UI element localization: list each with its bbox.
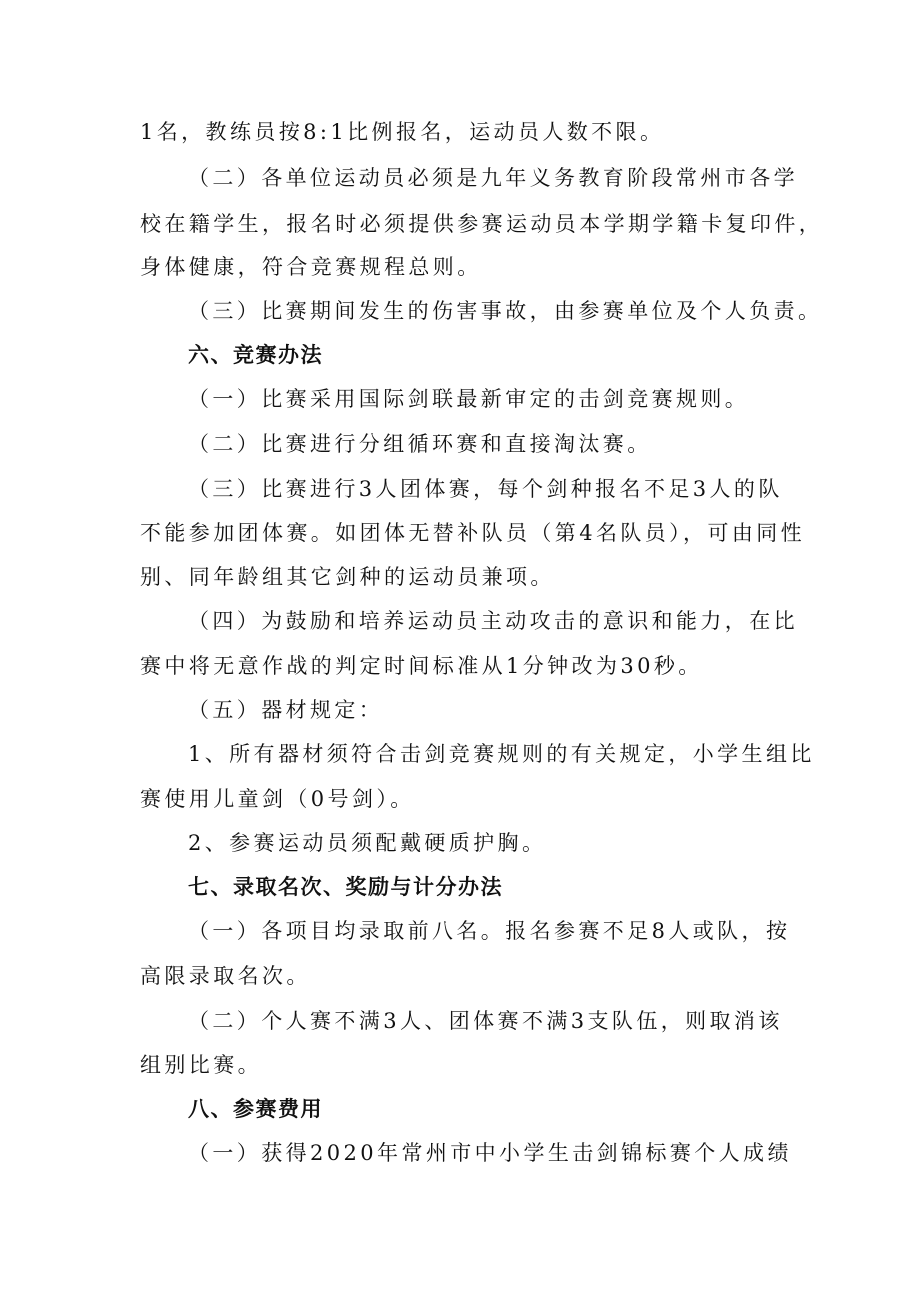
section-heading: 六、竞赛办法	[188, 343, 323, 367]
paragraph-line: 别、同年龄组其它剑种的运动员兼项。	[140, 565, 555, 589]
paragraph-line: 不能参加团体赛。如团体无替补队员（第4名队员），可由同性	[140, 521, 806, 545]
paragraph-line: （三）比赛期间发生的伤害事故，由参赛单位及个人负责。	[188, 299, 823, 323]
paragraph-line: （四）为鼓励和培养运动员主动攻击的意识和能力，在比	[188, 609, 798, 633]
paragraph-line: 高限录取名次。	[140, 964, 311, 988]
paragraph-line: 赛使用儿童剑（0号剑）。	[140, 787, 415, 811]
paragraph-line: （二）各单位运动员必须是九年义务教育阶段常州市各学	[188, 166, 798, 190]
paragraph-line: （一）比赛采用国际剑联最新审定的击剑竞赛规则。	[188, 387, 750, 411]
paragraph-line: （二）个人赛不满3人、团体赛不满3支队伍，则取消该	[188, 1009, 783, 1033]
paragraph-line: 2、参赛运动员须配戴硬质护胸。	[188, 831, 547, 855]
section-heading: 七、录取名次、奖励与计分办法	[188, 875, 503, 899]
paragraph-line: 1、所有器材须符合击剑竞赛规则的有关规定，小学生组比	[188, 742, 815, 766]
paragraph-line: （二）比赛进行分组循环赛和直接淘汰赛。	[188, 432, 652, 456]
paragraph-line: （三）比赛进行3人团体赛，每个剑种报名不足3人的队	[188, 477, 783, 501]
paragraph-line: 赛中将无意作战的判定时间标准从1分钟改为30秒。	[140, 654, 703, 678]
paragraph-line: 1名，教练员按8:1比例报名，运动员人数不限。	[140, 120, 665, 144]
paragraph-line: 身体健康，符合竞赛规程总则。	[140, 255, 482, 279]
paragraph-line: 组别比赛。	[140, 1053, 262, 1077]
section-heading: 八、参赛费用	[188, 1097, 323, 1121]
paragraph-line: （五）器材规定：	[188, 698, 384, 722]
paragraph-line: 校在籍学生，报名时必须提供参赛运动员本学期学籍卡复印件，	[140, 212, 824, 236]
paragraph-line: （一）各项目均录取前八名。报名参赛不足8人或队，按	[188, 919, 791, 943]
paragraph-line: （一）获得2020年常州市中小学生击剑锦标赛个人成绩	[188, 1141, 792, 1165]
